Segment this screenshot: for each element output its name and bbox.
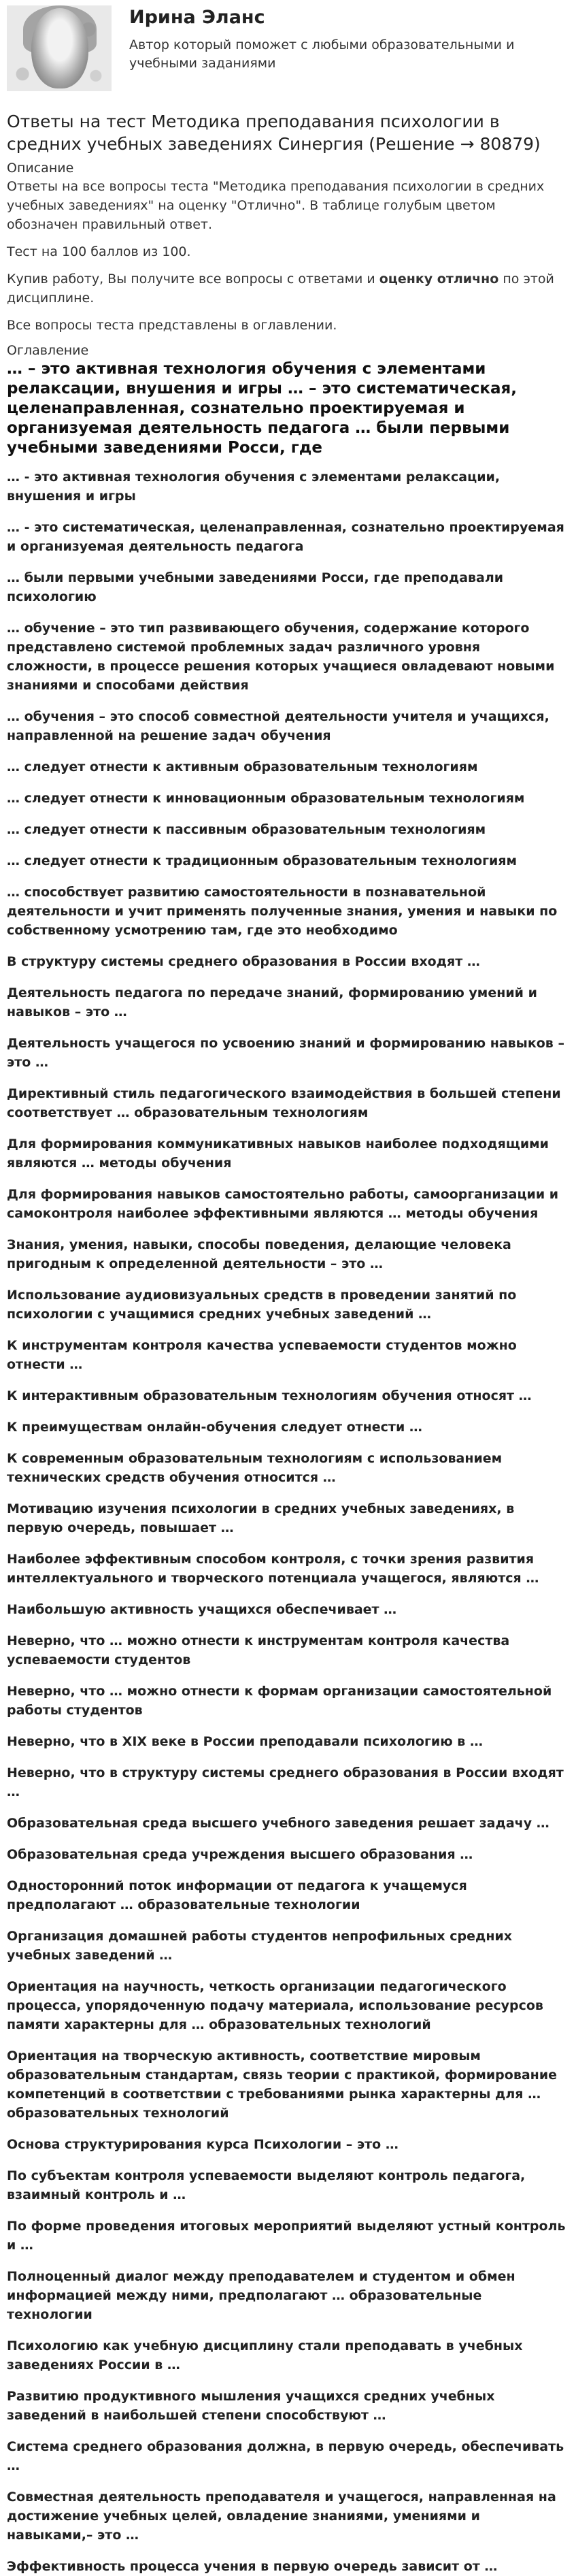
toc-note-paragraph: Все вопросы теста представлены в оглавлении. (7, 318, 337, 333)
toc-item[interactable]: Знания, умения, навыки, способы поведения, делающие человека пригодным к определенной деятельности – это … (7, 1237, 511, 1271)
toc-item[interactable]: … следует отнести к пассивным образовательным технологиям (7, 822, 486, 837)
toc-item[interactable]: Ориентация на научность, четкость организации педагогического процесса, упорядоченную подачу материала, использование ресурсов памяти характерны для … образовательных технологий (7, 1979, 543, 2032)
purchase-text-bold: оценку отлично (379, 272, 499, 287)
author-name[interactable]: Ирина Эланс (129, 7, 265, 28)
toc-item[interactable]: Система среднего образования должна, в первую очередь, обеспечивать … (7, 2439, 564, 2473)
author-description: Автор который поможет с любыми образовательными и учебными заданиями (129, 37, 515, 71)
toc-item[interactable]: Эффективность процесса учения в первую очередь зависит от … (7, 2559, 498, 2574)
page-title: Ответы на тест Методика преподавания психологии в средних учебных заведениях Синергия (Решение → 80879) (7, 112, 541, 154)
toc-label: Оглавление (7, 343, 89, 358)
toc-item[interactable]: К инструментам контроля качества успеваемости студентов можно отнести … (7, 1338, 517, 1372)
toc-item[interactable]: Организация домашней работы студентов непрофильных средних учебных заведений … (7, 1929, 513, 1963)
toc-item[interactable]: Деятельность педагога по передаче знаний, формированию умений и навыков – это … (7, 985, 537, 1020)
toc-item[interactable]: Психологию как учебную дисциплину стали преподавать в учебных заведениях России в … (7, 2338, 523, 2373)
toc-item[interactable]: По форме проведения итоговых мероприятий выделяют устный контроль и … (7, 2219, 566, 2253)
toc-item[interactable]: Деятельность учащегося по усвоению знаний и формированию навыков – это … (7, 1036, 564, 1070)
toc-item[interactable]: Неверно, что … можно отнести к формам организации самостоятельной работы студентов (7, 1684, 552, 1718)
toc-item[interactable]: Развитию продуктивного мышления учащихся средних учебных заведений в наибольшей степени способствуют … (7, 2389, 495, 2423)
score-paragraph: Тест на 100 баллов из 100. (7, 244, 191, 259)
toc-item[interactable]: Полноценный диалог между преподавателем и студентом и обмен информацией между ними, предполагают … образовательные технологии (7, 2269, 515, 2322)
toc-item[interactable]: … - это активная технология обучения с элементами релаксации, внушения и игры (7, 470, 501, 504)
toc-item[interactable]: Наибольшую активность учащихся обеспечивает … (7, 1602, 397, 1617)
toc-item[interactable]: Неверно, что в XIX веке в России преподавали психологию в … (7, 1734, 483, 1749)
author-card (7, 5, 569, 91)
toc-item[interactable]: … были первыми учебными заведениями Росси, где преподавали психологию (7, 570, 504, 604)
toc-item[interactable]: … - это систематическая, целенаправленная, сознательно проектируемая и организуемая деятельность педагога (7, 520, 564, 554)
toc-item[interactable]: По субъектам контроля успеваемости выделяют контроль педагога, взаимный контроль и … (7, 2168, 526, 2202)
toc-item[interactable]: К интерактивным образовательным технологиям обучения относят … (7, 1388, 532, 1403)
toc-item[interactable]: Ориентация на творческую активность, соответствие мировым образовательным стандартам, связь теории с практикой, формирование компетенций в соответствии с требованиями рынка характерны для … образовательных технологий (7, 2049, 558, 2121)
toc-item[interactable]: Мотивацию изучения психологии в средних учебных заведениях, в первую очередь, повышает … (7, 1501, 515, 1535)
toc-item[interactable]: Образовательная среда высшего учебного заведения решает задачу … (7, 1816, 549, 1831)
toc-item[interactable]: … следует отнести к инновационным образовательным технологиям (7, 791, 525, 806)
toc-item[interactable]: Совместная деятельность преподавателя и учащегося, направленная на достижение учебных целей, овладение знаниями, умениями и навыками,– это … (7, 2490, 556, 2543)
toc-item[interactable]: … обучение – это тип развивающего обучения, содержание которого представлено системой проблемных задач различного уровня сложности, в процессе решения которых учащиеся овладевают новыми знаниями и способами действия (7, 621, 555, 693)
toc-item[interactable]: В структуру системы среднего образования в России входят … (7, 954, 480, 969)
description-label: Описание (7, 161, 74, 176)
toc-heading: … – это активная технология обучения с элементами релаксации, внушения и игры … – это систематическая, целенаправленная, сознательно проектируемая и организуемая деятельность педагога … были первыми учебными заведениями Росси, где (7, 360, 518, 457)
toc-item[interactable]: К преимуществам онлайн-обучения следует отнести … (7, 1420, 422, 1435)
avatar[interactable] (7, 5, 112, 91)
toc-item[interactable]: Основа структурирования курса Психологии – это … (7, 2137, 399, 2152)
toc-item[interactable]: Односторонний поток информации от педагога к учащемуся предполагают … образовательные технологии (7, 1878, 467, 1912)
purchase-text-c: по этой дисциплине. (7, 272, 554, 306)
toc-item[interactable]: … обучения – это способ совместной деятельности учителя и учащихся, направленной на решение задач обучения (7, 709, 549, 743)
toc-item[interactable]: Неверно, что в структуру системы среднего образования в России входят … (7, 1765, 564, 1799)
toc-item[interactable]: Использование аудиовизуальных средств в проведении занятий по психологии с учащимися средних учебных заведений … (7, 1288, 517, 1322)
author-info (112, 5, 537, 73)
purchase-paragraph (7, 270, 569, 308)
toc-item[interactable]: … способствует развитию самостоятельности в познавательной деятельности и учит применять полученные знания, умения и навыки по собственному усмотрению там, где это необходимо (7, 885, 558, 938)
toc-item[interactable]: Образовательная среда учреждения высшего образования … (7, 1847, 473, 1862)
toc-item[interactable]: Для формирования навыков самостоятельно работы, самоорганизации и самоконтроля наиболее эффективными являются … методы обучения (7, 1187, 559, 1221)
toc-item[interactable]: Директивный стиль педагогического взаимодействия в большей степени соответствует … образовательным технологиям (7, 1086, 561, 1120)
toc-item[interactable]: Наиболее эффективным способом контроля, с точки зрения развития интеллектуального и творческого потенциала учащегося, являются … (7, 1552, 539, 1586)
toc-item[interactable]: Для формирования коммуникативных навыков наиболее подходящими являются … методы обучения (7, 1137, 549, 1171)
toc-item[interactable]: К современным образовательным технологиям с использованием технических средств обучения относится … (7, 1451, 503, 1485)
toc-item[interactable]: … следует отнести к активным образовательным технологиям (7, 760, 478, 775)
toc-item[interactable]: … следует отнести к традиционным образовательным технологиям (7, 853, 518, 868)
table-of-contents (7, 468, 569, 2576)
purchase-text-a: Купив работу, Вы получите все вопросы с ответами и (7, 272, 379, 287)
toc-item[interactable]: Неверно, что … можно отнести к инструментам контроля качества успеваемости студентов (7, 1633, 510, 1667)
description-paragraph: Ответы на все вопросы теста "Методика преподавания психологии в средних учебных заведениях" на оценку "Отлично". В таблице голубым цветом обозначен правильный ответ. (7, 179, 545, 232)
